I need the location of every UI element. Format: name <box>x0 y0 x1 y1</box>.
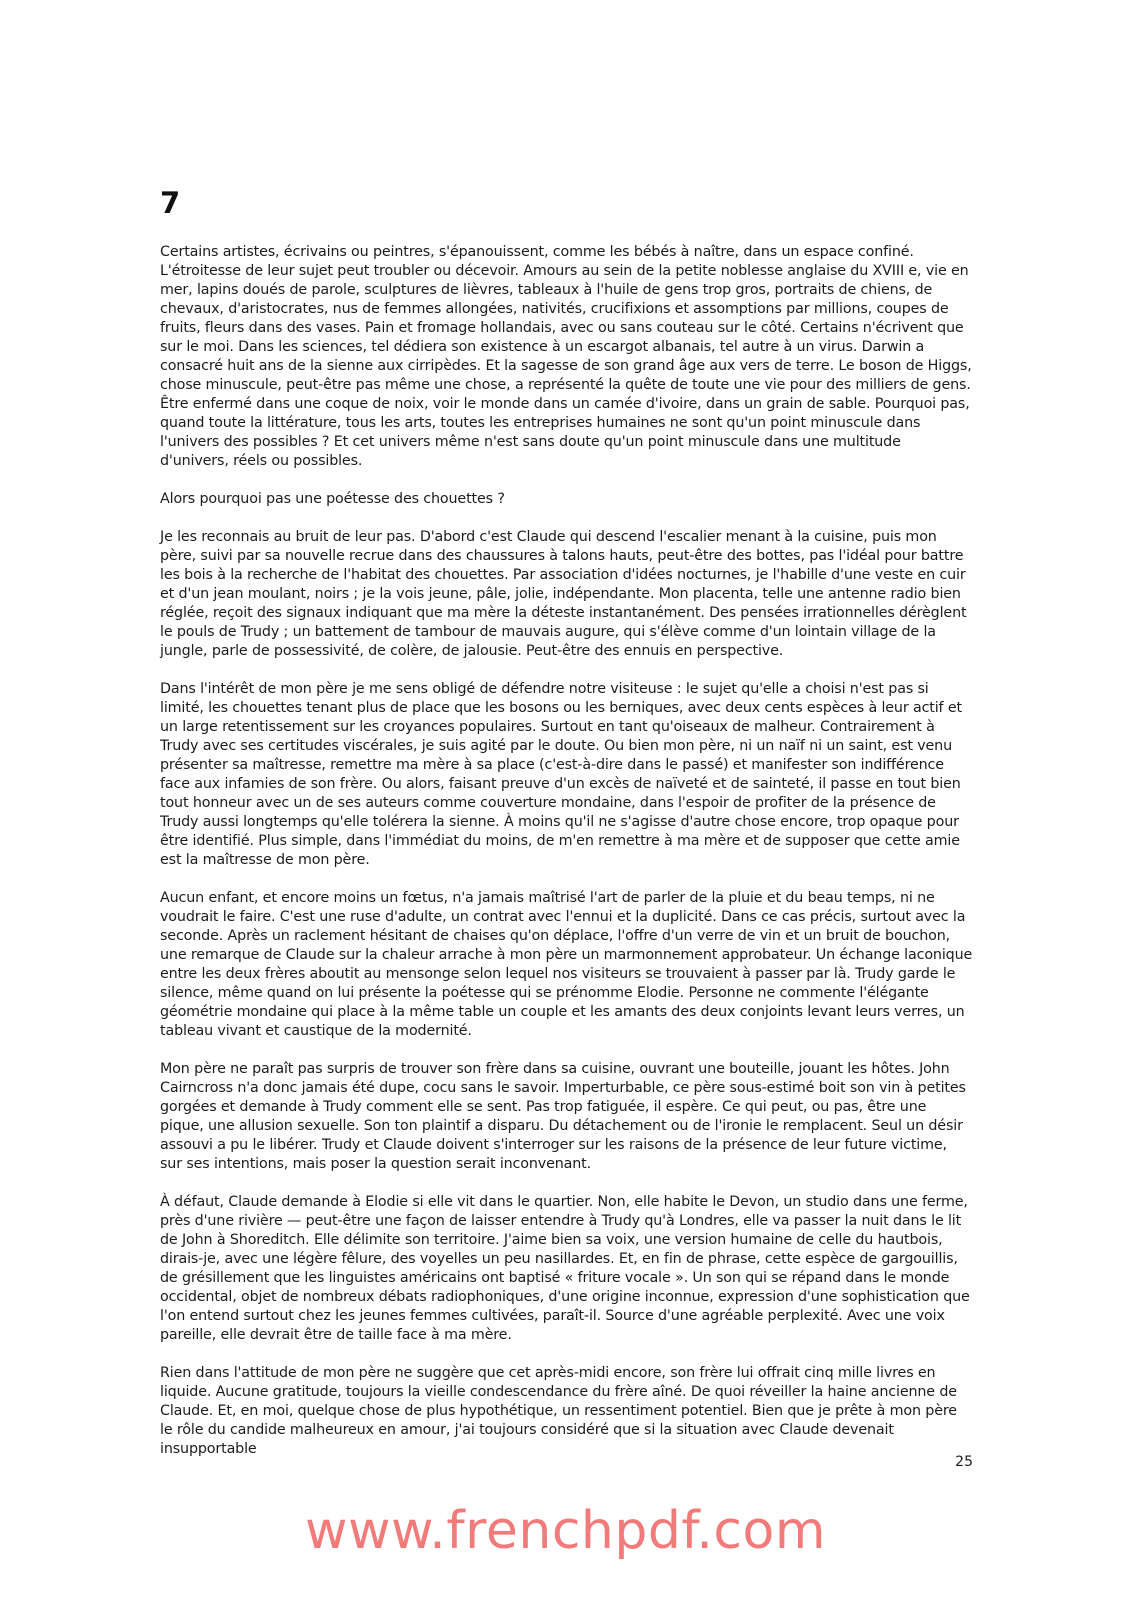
paragraph: Je les reconnais au bruit de leur pas. D'abord c'est Claude qui descend l'escalier menant à la cuisine, puis mon père, suivi par sa nouvelle recrue dans des chaussures à talons hauts, peut-être des bottes, pas l'idéal pour battre les bois à la recherche de l'habitat des chouettes. Par association d'idées nocturnes, je l'habille d'une veste en cuir et d'un jean moulant, noirs ; je la vois jeune, pâle, jolie, indépendante. Mon placenta, telle une antenne radio bien réglée, reçoit des signaux indiquant que ma mère la déteste instantanément. Des pensées irrationnelles dérèglent le pouls de Trudy ; un battement de tambour de mauvais augure, qui s'élève comme d'un lointain village de la jungle, parle de possessivité, de colère, de jalousie. Peut-être des ennuis en perspective. <box>160 529 967 659</box>
page-number: 25 <box>955 1454 973 1470</box>
chapter-body <box>160 243 973 1459</box>
paragraph: Rien dans l'attitude de mon père ne suggère que cet après-midi encore, son frère lui offrait cinq mille livres en liquide. Aucune gratitude, toujours la vieille condescendance du frère aîné. De quoi réveiller la haine ancienne de Claude. Et, en moi, quelque chose de plus hypothétique, un ressentiment potentiel. Bien que je prête à mon père le rôle du candide malheureux en amour, j'ai toujours considéré que si la situation avec Claude devenait insupportable <box>160 1365 957 1457</box>
paragraph: Dans l'intérêt de mon père je me sens obligé de défendre notre visiteuse : le sujet qu'elle a choisi n'est pas si limité, les chouettes tenant plus de place que les bosons ou les berniques, avec deux cents espèces à leur actif et un large retentissement sur les croyances populaires. Surtout en tant qu'oiseaux de malheur. Contrairement à Trudy avec ses certitudes viscérales, je suis agité par le doute. Ou bien mon père, ni un naïf ni un saint, est venu présenter sa maîtresse, remettre ma mère à sa place (c'est-à-dire dans le passé) et manifester son indifférence face aux infamies de son frère. Ou alors, faisant preuve d'un excès de naïveté et de sainteté, il passe en tout bien tout honneur avec un de ses auteurs comme couverture mondaine, dans l'espoir de profiter de la présence de Trudy aussi longtemps qu'elle tolérera la sienne. À moins qu'il ne s'agisse d'autre chose encore, trop opaque pour être identifié. Plus simple, dans l'immédiat du moins, de m'en remettre à ma mère et de supposer que cette amie est la maîtresse de mon père. <box>160 681 962 868</box>
paragraph: Alors pourquoi pas une poétesse des chouettes ? <box>160 491 505 507</box>
watermark-link[interactable]: www.frenchpdf.com <box>304 1501 826 1561</box>
paragraph: Certains artistes, écrivains ou peintres, s'épanouissent, comme les bébés à naître, dans un espace confiné. L'étroitesse de leur sujet peut troubler ou décevoir. Amours au sein de la petite noblesse anglaise du XVIII e, vie en mer, lapins doués de parole, sculptures de lièvres, tableaux à l'huile de gens trop gros, portraits de chiens, de chevaux, d'aristocrates, nus de femmes allongées, nativités, crucifixions et assomptions par millions, coupes de fruits, fleurs dans des vases. Pain et fromage hollandais, avec ou sans couteau sur le côté. Certains n'écrivent que sur le moi. Dans les sciences, tel dédiera son existence à un escargot albanais, tel autre à un virus. Darwin a consacré huit ans de la sienne aux cirripèdes. Et la sagesse de son grand âge aux vers de terre. Le boson de Higgs, chose minuscule, peut-être pas même une chose, a représenté la quête de toute une vie pour des milliers de gens. Être enfermé dans une coque de noix, voir le monde dans un camée d'ivoire, dans un grain de sable. Pourquoi pas, quand toute la littérature, tous les arts, toutes les entreprises humaines ne sont qu'un point minuscule dans l'univers des possibles ? Et cet univers même n'est sans doute qu'un point minuscule dans une multitude d'univers, réels ou possibles. <box>160 244 972 469</box>
chapter-number: 7 <box>160 186 181 220</box>
paragraph: À défaut, Claude demande à Elodie si elle vit dans le quartier. Non, elle habite le Devon, un studio dans une ferme, près d'une rivière — peut-être une façon de laisser entendre à Trudy qu'à Londres, elle va passer la nuit dans le lit de John à Shoreditch. Elle délimite son territoire. J'aime bien sa voix, une version humaine de celle du hautbois, dirais-je, avec une légère fêlure, des voyelles un peu nasillardes. Et, en fin de phrase, cette espèce de gargouillis, de grésillement que les linguistes américains ont baptisé « friture vocale ». Un son qui se répand dans le monde occidental, objet de nombreux débats radiophoniques, d'une origine inconnue, expression d'une sophistication que l'on entend surtout chez les jeunes femmes cultivées, paraît-il. Source d'une agréable perplexité. Avec une voix pareille, elle devrait être de taille face à ma mère. <box>160 1194 970 1343</box>
paragraph: Aucun enfant, et encore moins un fœtus, n'a jamais maîtrisé l'art de parler de la pluie et du beau temps, ni ne voudrait le faire. C'est une ruse d'adulte, un contrat avec l'ennui et la duplicité. Dans ce cas précis, surtout avec la seconde. Après un raclement hésitant de chaises qu'on déplace, l'offre d'un verre de vin et un bruit de bouchon, une remarque de Claude sur la chaleur arrache à mon père un marmonnement approbateur. Un échange laconique entre les deux frères aboutit au mensonge selon lequel nos visiteurs se trouvaient à passer par là. Trudy garde le silence, même quand on lui présente la poétesse qui se prénomme Elodie. Personne ne commente l'élégante géométrie mondaine qui place à la même table un couple et les amants des deux conjoints levant leurs verres, un tableau vivant et caustique de la modernité. <box>160 890 973 1039</box>
paragraph: Mon père ne paraît pas surpris de trouver son frère dans sa cuisine, ouvrant une bouteille, jouant les hôtes. John Cairncross n'a donc jamais été dupe, cocu sans le savoir. Imperturbable, ce père sous-estimé boit son vin à petites gorgées et demande à Trudy comment elle se sent. Pas trop fatiguée, il espère. Ce qui peut, ou pas, être une pique, une allusion sexuelle. Son ton plaintif a disparu. Du détachement ou de l'ironie le remplacent. Seul un désir assouvi a pu le libérer. Trudy et Claude doivent s'interroger sur les raisons de la présence de leur future victime, sur ses intentions, mais poser la question serait inconvenant. <box>160 1061 966 1172</box>
